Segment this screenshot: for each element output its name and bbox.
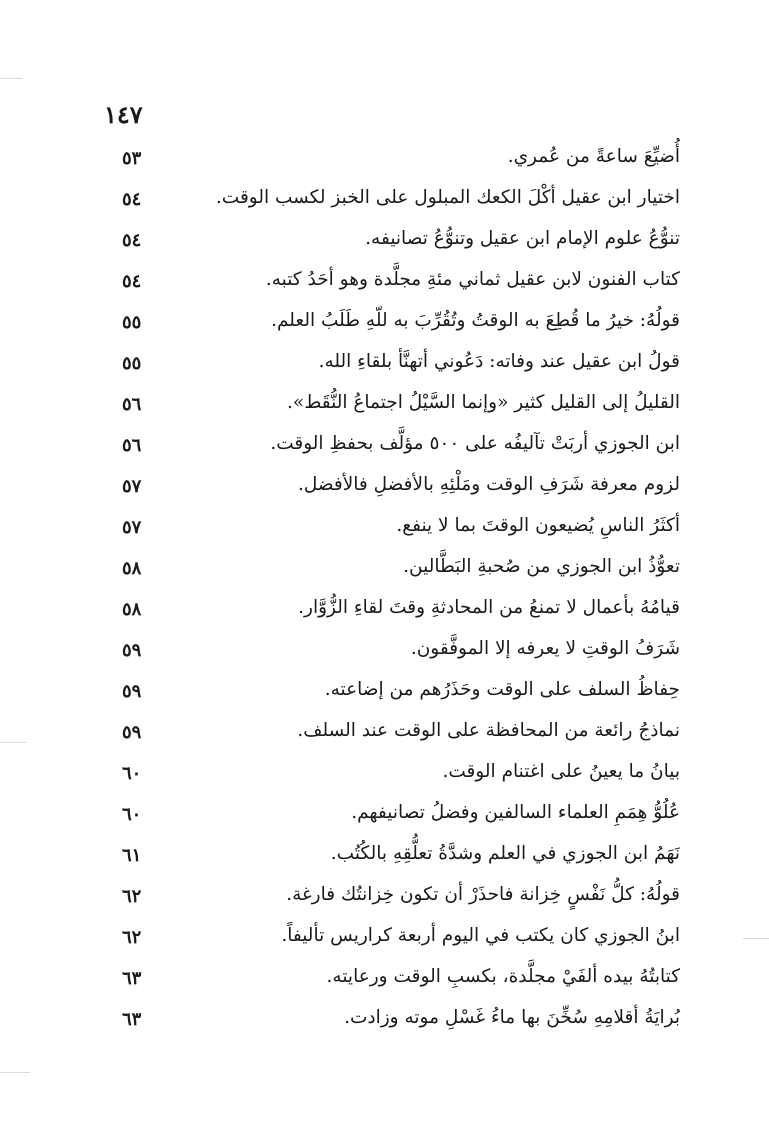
index-row — [100, 675, 680, 716]
scan-edge-mark — [743, 938, 769, 939]
scan-edge-mark — [0, 742, 26, 743]
index-entry-page: ٥٤ — [122, 230, 142, 251]
index-entry-text: ابن الجوزي أربَتْ تآليفُه على ٥٠٠ مؤلَّف بحفظِ الوقت. — [270, 433, 680, 454]
index-entry-text: القليلُ إلى القليل كثير «وإنما السَّيْلُ اجتماعُ النُّقَط». — [287, 392, 680, 413]
index-row — [100, 183, 680, 224]
index-entry-text: كتابتُهُ بيده ألفَيْ مجلَّدة، بكسبِ الوقت ورعايته. — [326, 966, 680, 987]
index-row — [100, 142, 680, 183]
index-entry-page: ٥٩ — [122, 640, 142, 661]
index-row — [100, 306, 680, 347]
index-entry-text: تعوُّذُ ابن الجوزي من صُحبةِ البَطَّالين. — [403, 556, 680, 577]
index-row — [100, 511, 680, 552]
index-entry-page: ٦٢ — [122, 886, 142, 907]
index-row — [100, 470, 680, 511]
index-row — [100, 921, 680, 962]
index-entry-page: ٥٧ — [122, 476, 142, 497]
index-entry-text: قولُ ابن عقيل عند وفاته: دَعُوني أتهنَّأ بلقاءِ الله. — [318, 351, 680, 372]
index-entry-page: ٥٥ — [122, 353, 142, 374]
index-entry-page: ٥٨ — [122, 599, 142, 620]
index-row — [100, 798, 680, 839]
index-entry-text: قولُهُ: كلُّ نَفْسٍ خِزانة فاحذَرْ أن تكون خِزانتُك فارغة. — [286, 884, 680, 905]
index-row — [100, 757, 680, 798]
index-entry-page: ٥٤ — [122, 271, 142, 292]
index-entry-page: ٦٠ — [122, 763, 142, 784]
index-row — [100, 880, 680, 921]
index-entry-page: ٦٠ — [122, 804, 142, 825]
index-entry-page: ٥٦ — [122, 435, 142, 456]
index-entry-text: حِفاظُ السلف على الوقت وحَذَرُهم من إضاعته. — [324, 679, 680, 700]
index-entry-page: ٥٥ — [122, 312, 142, 333]
index-entry-text: قيامُهُ بأعمال لا تمنعُ من المحادثةِ وقتَ لقاءِ الزُّوَّار. — [298, 597, 680, 618]
index-entry-text: قولُهُ: خيرُ ما قُطِعَ به الوقتُ وتُقُرِّبَ به للّهِ طَلَبُ العلم. — [271, 310, 680, 331]
index-row — [100, 388, 680, 429]
index-row — [100, 224, 680, 265]
index-row — [100, 552, 680, 593]
index-entry-text: نَهَمُ ابن الجوزي في العلم وشدَّةُ تعلُّقِهِ بالكُتُب. — [330, 843, 680, 864]
index-row — [100, 634, 680, 675]
index-entry-text: أُضيِّعَ ساعةً من عُمري. — [507, 146, 680, 167]
index-entry-page: ٥٨ — [122, 558, 142, 579]
index-entry-page: ٦٢ — [122, 927, 142, 948]
index-row — [100, 593, 680, 634]
index-entry-text: كتاب الفنون لابن عقيل ثماني مئةِ مجلَّدة وهو أحَدُ كتبه. — [265, 269, 680, 290]
index-entry-page: ٥٦ — [122, 394, 142, 415]
index-row — [100, 1003, 680, 1044]
index-entry-page: ٥٩ — [122, 681, 142, 702]
index-entry-page: ٦٣ — [122, 968, 142, 989]
scan-edge-mark — [0, 1072, 30, 1073]
index-entry-text: بُرايَةُ أقلامِهِ سُخِّنَ بها ماءُ غَسْلِ موته وزادت. — [344, 1007, 680, 1028]
index-entry-page: ٥٤ — [122, 189, 142, 210]
index-row — [100, 962, 680, 1003]
index-entry-page: ٥٧ — [122, 517, 142, 538]
index-entry-text: أكثَرُ الناسِ يُضيعون الوقتَ بما لا ينفع. — [396, 515, 680, 536]
index-entry-text: اختيار ابن عقيل أكْلَ الكعك المبلول على الخبز لكسب الوقت. — [215, 187, 680, 208]
index-row — [100, 347, 680, 388]
index-row — [100, 265, 680, 306]
index-row — [100, 716, 680, 757]
index-entry-page: ٥٩ — [122, 722, 142, 743]
index-entry-page: ٦١ — [122, 845, 142, 866]
index-entry-text: لزوم معرفة شَرَفِ الوقت ومَلْئِهِ بالأفضلِ فالأفضل. — [297, 474, 680, 495]
index-entry-page: ٦٣ — [122, 1009, 142, 1030]
index-entry-page: ٥٣ — [122, 148, 142, 169]
index-entry-text: شَرَفُ الوقتِ لا يعرفه إلا الموفَّقون. — [410, 638, 680, 659]
index-list — [100, 142, 680, 1044]
index-entry-text: نماذجُ رائعة من المحافظة على الوقت عند السلف. — [297, 720, 680, 741]
index-entry-text: بيانُ ما يعينُ على اغتنام الوقت. — [442, 761, 680, 782]
index-entry-text: تنوُّعُ علوم الإمام ابن عقيل وتنوُّعُ تصانيفه. — [365, 228, 680, 249]
index-entry-text: ابنُ الجوزي كان يكتب في اليوم أربعة كراريس تأليفاً. — [281, 925, 680, 946]
page-number: ١٤٧ — [104, 100, 143, 129]
scan-edge-mark — [0, 78, 22, 79]
index-row — [100, 839, 680, 880]
index-entry-text: عُلُوُّ هِمَمِ العلماء السالفين وفضلُ تصانيفهم. — [351, 802, 680, 823]
index-row — [100, 429, 680, 470]
